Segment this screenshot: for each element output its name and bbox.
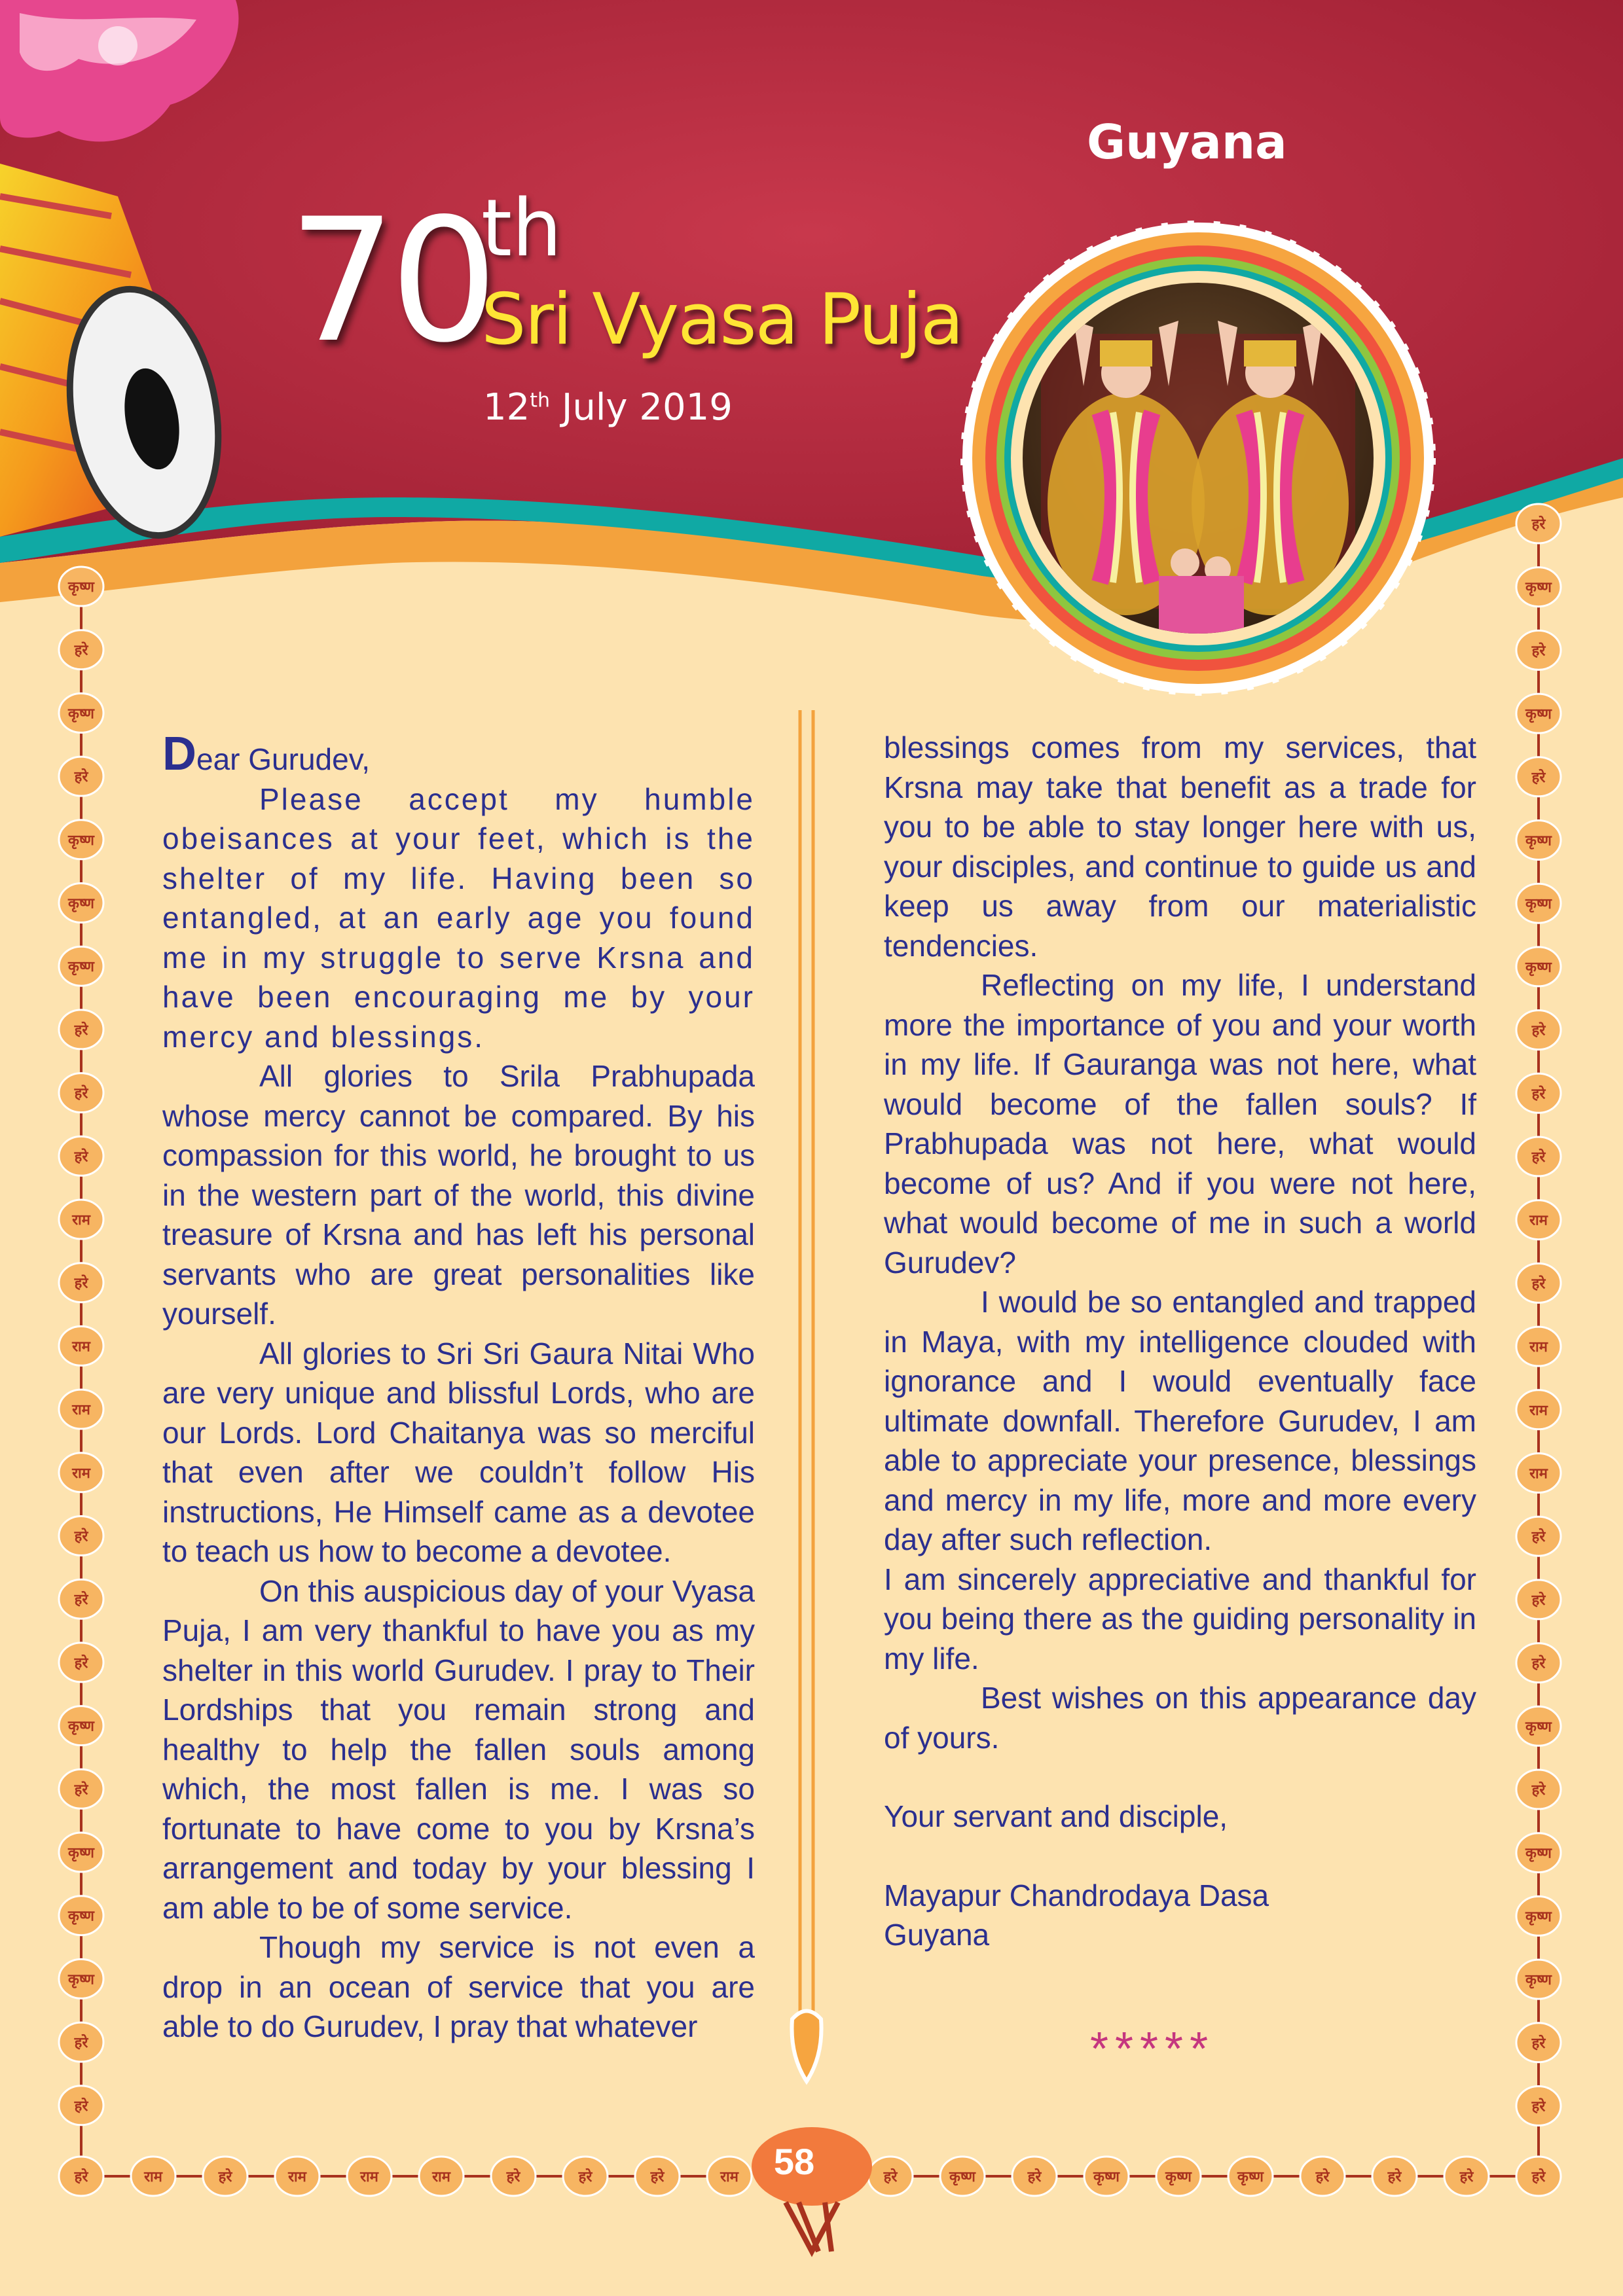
bead-label: हरे [74,1782,88,1799]
bead-label: हरे [1531,2098,1546,2115]
mantra-bead [1300,2157,1345,2196]
mantra-bead [59,2157,103,2196]
mantra-bead [1516,1390,1561,1429]
bead-label: हरे [1531,1276,1546,1293]
bead-label: हरे [1531,643,1546,660]
bead-label: हरे [1531,1782,1546,1799]
mantra-bead [59,1136,103,1175]
mantra-bead [1516,1643,1561,1683]
bead-label: राम [720,2169,739,2185]
mantra-bead [59,1833,103,1872]
bead-label: कृष्ण [1525,896,1552,913]
mantra-bead [59,1643,103,1682]
mantra-bead [131,2157,175,2196]
mantra-bead [1516,1454,1561,1493]
bead-label: राम [72,1212,90,1229]
mantra-bead [59,1200,103,1239]
bead-label: कृष्ण [68,1971,94,1988]
bead-label: हरे [74,1275,88,1292]
mantra-bead [1516,1327,1561,1366]
date-month-year: July 2019 [550,386,733,429]
mantra-bead [1516,630,1561,670]
mantra-bead [59,1896,103,1935]
bead-label: राम [1529,1465,1548,1482]
bead-label: कृष्ण [1093,2169,1120,2185]
paragraph: All glories to Sri Sri Gaura Nitai Who are very unique and blissful Lords, who are our Lords. Lord Chaitanya was so merciful that even after we couldn’t follow His instructions, He Himself came as a devotee to teach us how to become a devotee. [162,1336,755,1568]
bead-label: हरे [1531,769,1546,786]
bead-label: राम [432,2169,450,2185]
paragraph: On this auspicious day of your Vyasa Puja, I am very thankful to have you as my shelter in this world Gurudev. I pray to Their Lordships that you remain strong and healthy to help the fallen souls among which, the most fallen is me. I was so fortunate to have come to you by Krsna’s arrangement and today by your blessing I am able to be of some service. [162,1573,755,1925]
salutation-text: ear Gurudev, [196,742,371,776]
mantra-bead [59,884,103,923]
mantra-bead [59,1706,103,1746]
closing-line: Your servant and disciple, [884,1799,1228,1833]
bead-label: हरे [218,2169,232,2185]
mantra-bead [563,2157,608,2196]
mantra-bead [59,946,103,986]
letter-column-right [884,728,1476,1955]
bead-label: राम [1529,1212,1548,1229]
mantra-bead [275,2157,319,2196]
paragraph-wishes: Best wishes on this appearance day of yours. [884,1681,1476,1755]
paragraph-thanks: I am sincerely appreciative and thankful for you being there as the guiding personality in my life. [884,1562,1476,1676]
paragraph: Please accept my humble obeisances at your feet, which is the shelter of my life. Having been so entangled, at an early age you found me in my struggle to serve Krsna and have been encouraging me by your mercy and blessings. [162,781,755,1054]
anniversary-number: 70 [288,183,492,380]
anniversary-ordinal: th [481,183,562,274]
bead-label: कृष्ण [68,895,94,912]
mantra-bead [419,2157,464,2196]
mantra-bead [59,2022,103,2062]
signature-place: Guyana [884,1918,990,1952]
bead-label: राम [288,2169,306,2185]
mantra-bead [59,757,103,796]
bead-label: कृष्ण [68,706,94,723]
bead-label: हरे [1531,516,1546,533]
paragraph: Though my service is not even a drop in an ocean of service that you are able to do Gurudev, I pray that whatever [162,1930,755,2043]
paragraph: All glories to Srila Prabhupada whose mercy cannot be compared. By his compassion for this world, he brought to us in the western part of the world, this divine treasure of Krsna and has left his personal servants who are great personalities like yourself. [162,1059,755,1331]
bead-label: कृष्ण [1525,833,1552,850]
mantra-bead [1444,2157,1489,2196]
mantra-bead [203,2157,247,2196]
bead-label: हरे [74,642,88,659]
mantra-bead [1516,1580,1561,1619]
date-day: 12 [483,386,530,429]
mantra-bead [940,2157,985,2196]
mantra-bead [1516,757,1561,797]
bead-label: हरे [1531,2035,1546,2052]
bead-label: राम [72,1402,90,1419]
bead-label: हरे [650,2169,665,2185]
mantra-bead [491,2157,536,2196]
mantra-bead [59,1516,103,1556]
mantra-bead [868,2157,913,2196]
bead-label: राम [1529,1402,1548,1419]
mantra-bead [59,693,103,732]
mantra-bead [1516,821,1561,860]
mantra-bead [59,820,103,859]
bead-label: हरे [1531,1529,1546,1546]
bead-label: हरे [1531,1655,1546,1672]
bead-label: राम [1529,1339,1548,1356]
mantra-bead [59,630,103,670]
date-ordinal: th [530,389,551,412]
mantra-bead [59,1263,103,1302]
bead-label: हरे [74,1149,88,1166]
mantra-bead [1516,1833,1561,1873]
mantra-bead [59,1073,103,1113]
salutation [162,728,755,780]
mantra-bead [347,2157,392,2196]
mantra-bead [59,1769,103,1808]
bead-label: कृष्ण [68,579,94,596]
mantra-bead [59,1326,103,1365]
bead-label: कृष्ण [1525,579,1552,596]
bead-label: कृष्ण [1525,1972,1552,1989]
bead-label: हरे [74,2098,88,2115]
mantra-bead [59,1959,103,1998]
bead-label: कृष्ण [68,1845,94,1861]
mantra-bead [635,2157,680,2196]
mantra-bead [1516,1960,1561,1999]
bead-label: कृष्ण [1525,1719,1552,1736]
bead-label: हरे [74,1085,88,1102]
paragraph: I would be so entangled and trapped in Maya, with my intelligence clouded with ignorance and I would eventually face ultimate downfall. Therefore Gurudev, I am able to appreciate your presence, blessings and mercy in my life, more and more every day after such reflection. [884,1285,1476,1556]
mantra-bead [1516,504,1561,543]
bead-label: हरे [74,2169,88,2185]
bead-label: हरे [74,769,88,786]
mantra-bead [1516,1770,1561,1809]
page-number: 58 [773,2141,815,2182]
divider-drop-icon [792,2011,821,2082]
bead-label: हरे [74,1022,88,1039]
bead-label: कृष्ण [68,832,94,849]
bead-label: हरे [1387,2169,1402,2185]
mantra-bead [1372,2157,1417,2196]
mantra-bead [59,1579,103,1619]
signature-name: Mayapur Chandrodaya Dasa [884,1878,1269,1912]
bead-label: हरे [1531,1149,1546,1166]
mantra-bead [1012,2157,1057,2196]
mantra-bead [1516,1073,1561,1113]
bead-label: कृष्ण [68,1908,94,1925]
bead-label: हरे [74,1592,88,1609]
mantra-bead [1516,694,1561,733]
bead-label: हरे [1531,1592,1546,1609]
mantra-bead [1516,1011,1561,1050]
mantra-bead [59,1010,103,1049]
mantra-bead [1516,1200,1561,1240]
bead-label: कृष्ण [1525,1909,1552,1926]
bead-label: कृष्ण [1525,959,1552,976]
bead-label: हरे [883,2169,898,2185]
mantra-bead [707,2157,752,2196]
bead-label: कृष्ण [68,959,94,976]
bead-label: हरे [506,2169,520,2185]
bead-label: हरे [74,1655,88,1672]
bead-label: राम [72,1338,90,1355]
mantra-bead [1516,567,1561,607]
mantra-bead [1516,1516,1561,1556]
mantra-bead [1516,2087,1561,2126]
bead-label: कृष्ण [1165,2169,1192,2185]
event-title: Sri Vyasa Puja [481,279,963,361]
bead-label: हरे [1315,2169,1330,2185]
bead-label: कृष्ण [949,2169,976,2185]
mantra-bead [59,567,103,606]
bead-label: हरे [1531,1022,1546,1039]
bead-label: हरे [74,2035,88,2052]
bead-label: कृष्ण [1525,1845,1552,1862]
bead-label: हरे [74,1528,88,1545]
region-title: Guyana [1087,115,1287,170]
mantra-bead [1516,884,1561,923]
mantra-bead [1516,2157,1561,2196]
mantra-bead [59,1453,103,1492]
bead-label: हरे [1459,2169,1474,2185]
bead-label: कृष्ण [68,1718,94,1735]
bead-label: राम [360,2169,378,2185]
mantra-bead [1228,2157,1273,2196]
bead-label: हरे [1027,2169,1042,2185]
mantra-bead [1156,2157,1201,2196]
bead-label: हरे [578,2169,593,2185]
paragraph: Reflecting on my life, I understand more the importance of you and your worth in my life. If Gauranga was not here, what would become of the fallen souls? If Prabhupada was not here, what would become of us? And if you were not here, what would become of me in such a world Gurudev? [884,968,1476,1280]
letter-column-left [162,728,755,2047]
bead-label: हरे [1531,1086,1546,1103]
mantra-bead [59,1390,103,1429]
bead-label: कृष्ण [1237,2169,1264,2185]
mantra-bead [1516,1263,1561,1302]
mantra-bead [1516,1896,1561,1935]
paragraph: blessings comes from my services, that Krsna may take that benefit as a trade for you to be able to stay longer here with us, your disciples, and continue to guide us and keep us away from our materialistic tendencies. [884,730,1476,963]
bead-label: कृष्ण [1525,706,1552,723]
mantra-bead [59,2086,103,2125]
mantra-bead [1084,2157,1129,2196]
mantra-bead [1516,947,1561,986]
tassel-icon [786,2202,838,2251]
drop-cap: D [162,728,196,780]
bead-label: हरे [1531,2169,1546,2185]
mantra-bead [1516,2023,1561,2062]
decorative-stars: ***** [1090,2023,1215,2075]
mantra-bead [1516,1137,1561,1176]
bead-label: राम [72,1465,90,1482]
mantra-bead [1516,1706,1561,1746]
bead-label: राम [144,2169,162,2185]
